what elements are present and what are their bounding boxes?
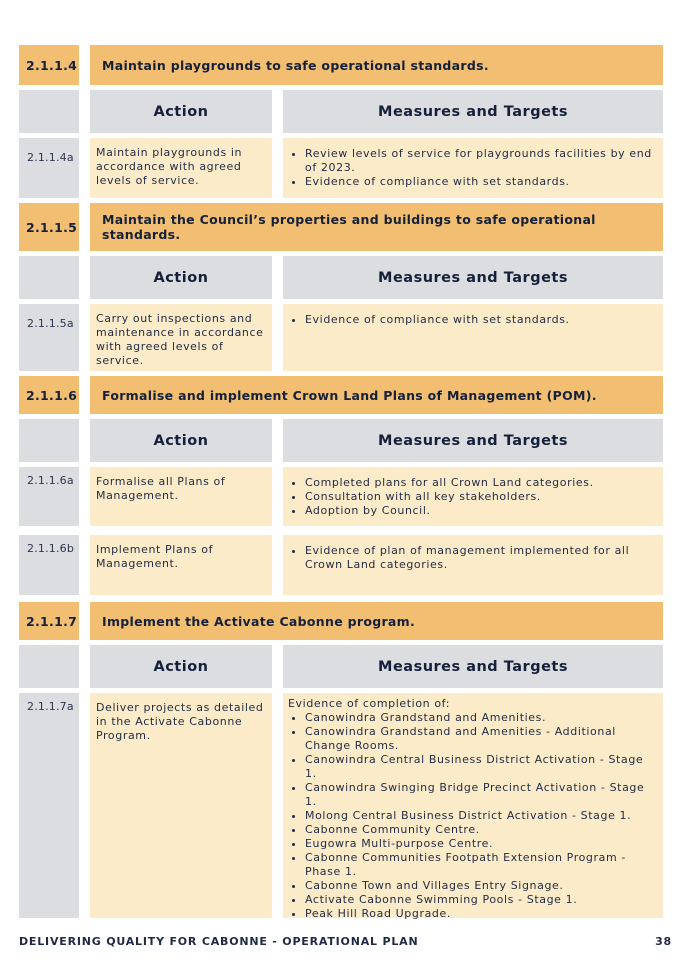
measure-item: • Cabonne Communities Footpath Extension Program - Phase 1.: [305, 851, 655, 879]
plan-grid: [19, 45, 663, 918]
measure-item: • Evidence of compliance with set standards.: [305, 175, 655, 189]
operational-plan-table: [19, 45, 663, 918]
section-title: Maintain playgrounds to safe operational standards.: [90, 45, 663, 85]
measure-item: • Completed plans for all Crown Land categories.: [305, 476, 655, 490]
measures-cell: [283, 138, 663, 198]
measure-item: • Activate Cabonne Swimming Pools - Stage 1.: [305, 893, 655, 907]
measures-list: [288, 313, 655, 327]
action-column-header: Action: [90, 90, 272, 133]
measures-intro: Evidence of completion of:: [288, 697, 451, 710]
measures-column-header: Measures and Targets: [283, 256, 663, 299]
action-column-header: Action: [90, 645, 272, 688]
measure-item: • Molong Central Business District Activation - Stage 1.: [305, 809, 655, 823]
measure-item: • Canowindra Grandstand and Amenities - Additional Change Rooms.: [305, 725, 655, 753]
section-title: Implement the Activate Cabonne program.: [90, 602, 663, 640]
measures-cell: [283, 535, 663, 595]
measures-column-header: Measures and Targets: [283, 645, 663, 688]
header-spacer: [19, 256, 79, 299]
action-column-header: Action: [90, 419, 272, 462]
measure-item: • Review levels of service for playgrounds facilities by end of 2023.: [305, 147, 655, 175]
measures-cell: [283, 693, 663, 918]
footer-title: DELIVERING QUALITY FOR CABONNE - OPERATIONAL PLAN: [19, 935, 419, 948]
section-number: 2.1.1.7: [19, 602, 79, 640]
action-column-header: Action: [90, 256, 272, 299]
section-title: Maintain the Council’s properties and buildings to safe operational standards.: [90, 203, 663, 251]
measure-item: • Adoption by Council.: [305, 504, 655, 518]
measure-item: • Peak Hill Road Upgrade.: [305, 907, 655, 921]
header-spacer: [19, 645, 79, 688]
action-id: 2.1.1.5a: [19, 304, 79, 371]
measure-item: • Evidence of plan of management implemented for all Crown Land categories.: [305, 544, 655, 572]
measures-column-header: Measures and Targets: [283, 90, 663, 133]
action-id: 2.1.1.6a: [19, 467, 79, 526]
measures-cell: [283, 304, 663, 371]
measure-item: • Canowindra Central Business District Activation - Stage 1.: [305, 753, 655, 781]
page-footer: [19, 935, 672, 948]
measure-item: • Canowindra Grandstand and Amenities.: [305, 711, 655, 725]
action-id: 2.1.1.7a: [19, 693, 79, 918]
measures-list: [288, 544, 655, 572]
action-id: 2.1.1.6b: [19, 535, 79, 595]
measure-item: • Canowindra Swinging Bridge Precinct Activation - Stage 1.: [305, 781, 655, 809]
measures-column-header: Measures and Targets: [283, 419, 663, 462]
action-text: Formalise all Plans of Management.: [90, 467, 272, 526]
action-text: Carry out inspections and maintenance in accordance with agreed levels of service.: [90, 304, 272, 371]
header-spacer: [19, 419, 79, 462]
measure-item: • Evidence of compliance with set standards.: [305, 313, 655, 327]
action-text: Implement Plans of Management.: [90, 535, 272, 595]
section-number: 2.1.1.6: [19, 376, 79, 414]
measures-cell: [283, 467, 663, 526]
measures-list: [288, 711, 655, 921]
measure-item: • Cabonne Town and Villages Entry Signage.: [305, 879, 655, 893]
action-text: Deliver projects as detailed in the Activate Cabonne Program.: [90, 693, 272, 918]
header-spacer: [19, 90, 79, 133]
measure-item: • Consultation with all key stakeholders.: [305, 490, 655, 504]
section-number: 2.1.1.5: [19, 203, 79, 251]
measure-item: • Eugowra Multi-purpose Centre.: [305, 837, 655, 851]
page-number: 38: [655, 935, 672, 948]
measure-item: • Cabonne Community Centre.: [305, 823, 655, 837]
measures-list: [288, 147, 655, 189]
measures-list: [288, 476, 655, 518]
action-text: Maintain playgrounds in accordance with agreed levels of service.: [90, 138, 272, 198]
action-id: 2.1.1.4a: [19, 138, 79, 198]
section-title: Formalise and implement Crown Land Plans of Management (POM).: [90, 376, 663, 414]
section-number: 2.1.1.4: [19, 45, 79, 85]
